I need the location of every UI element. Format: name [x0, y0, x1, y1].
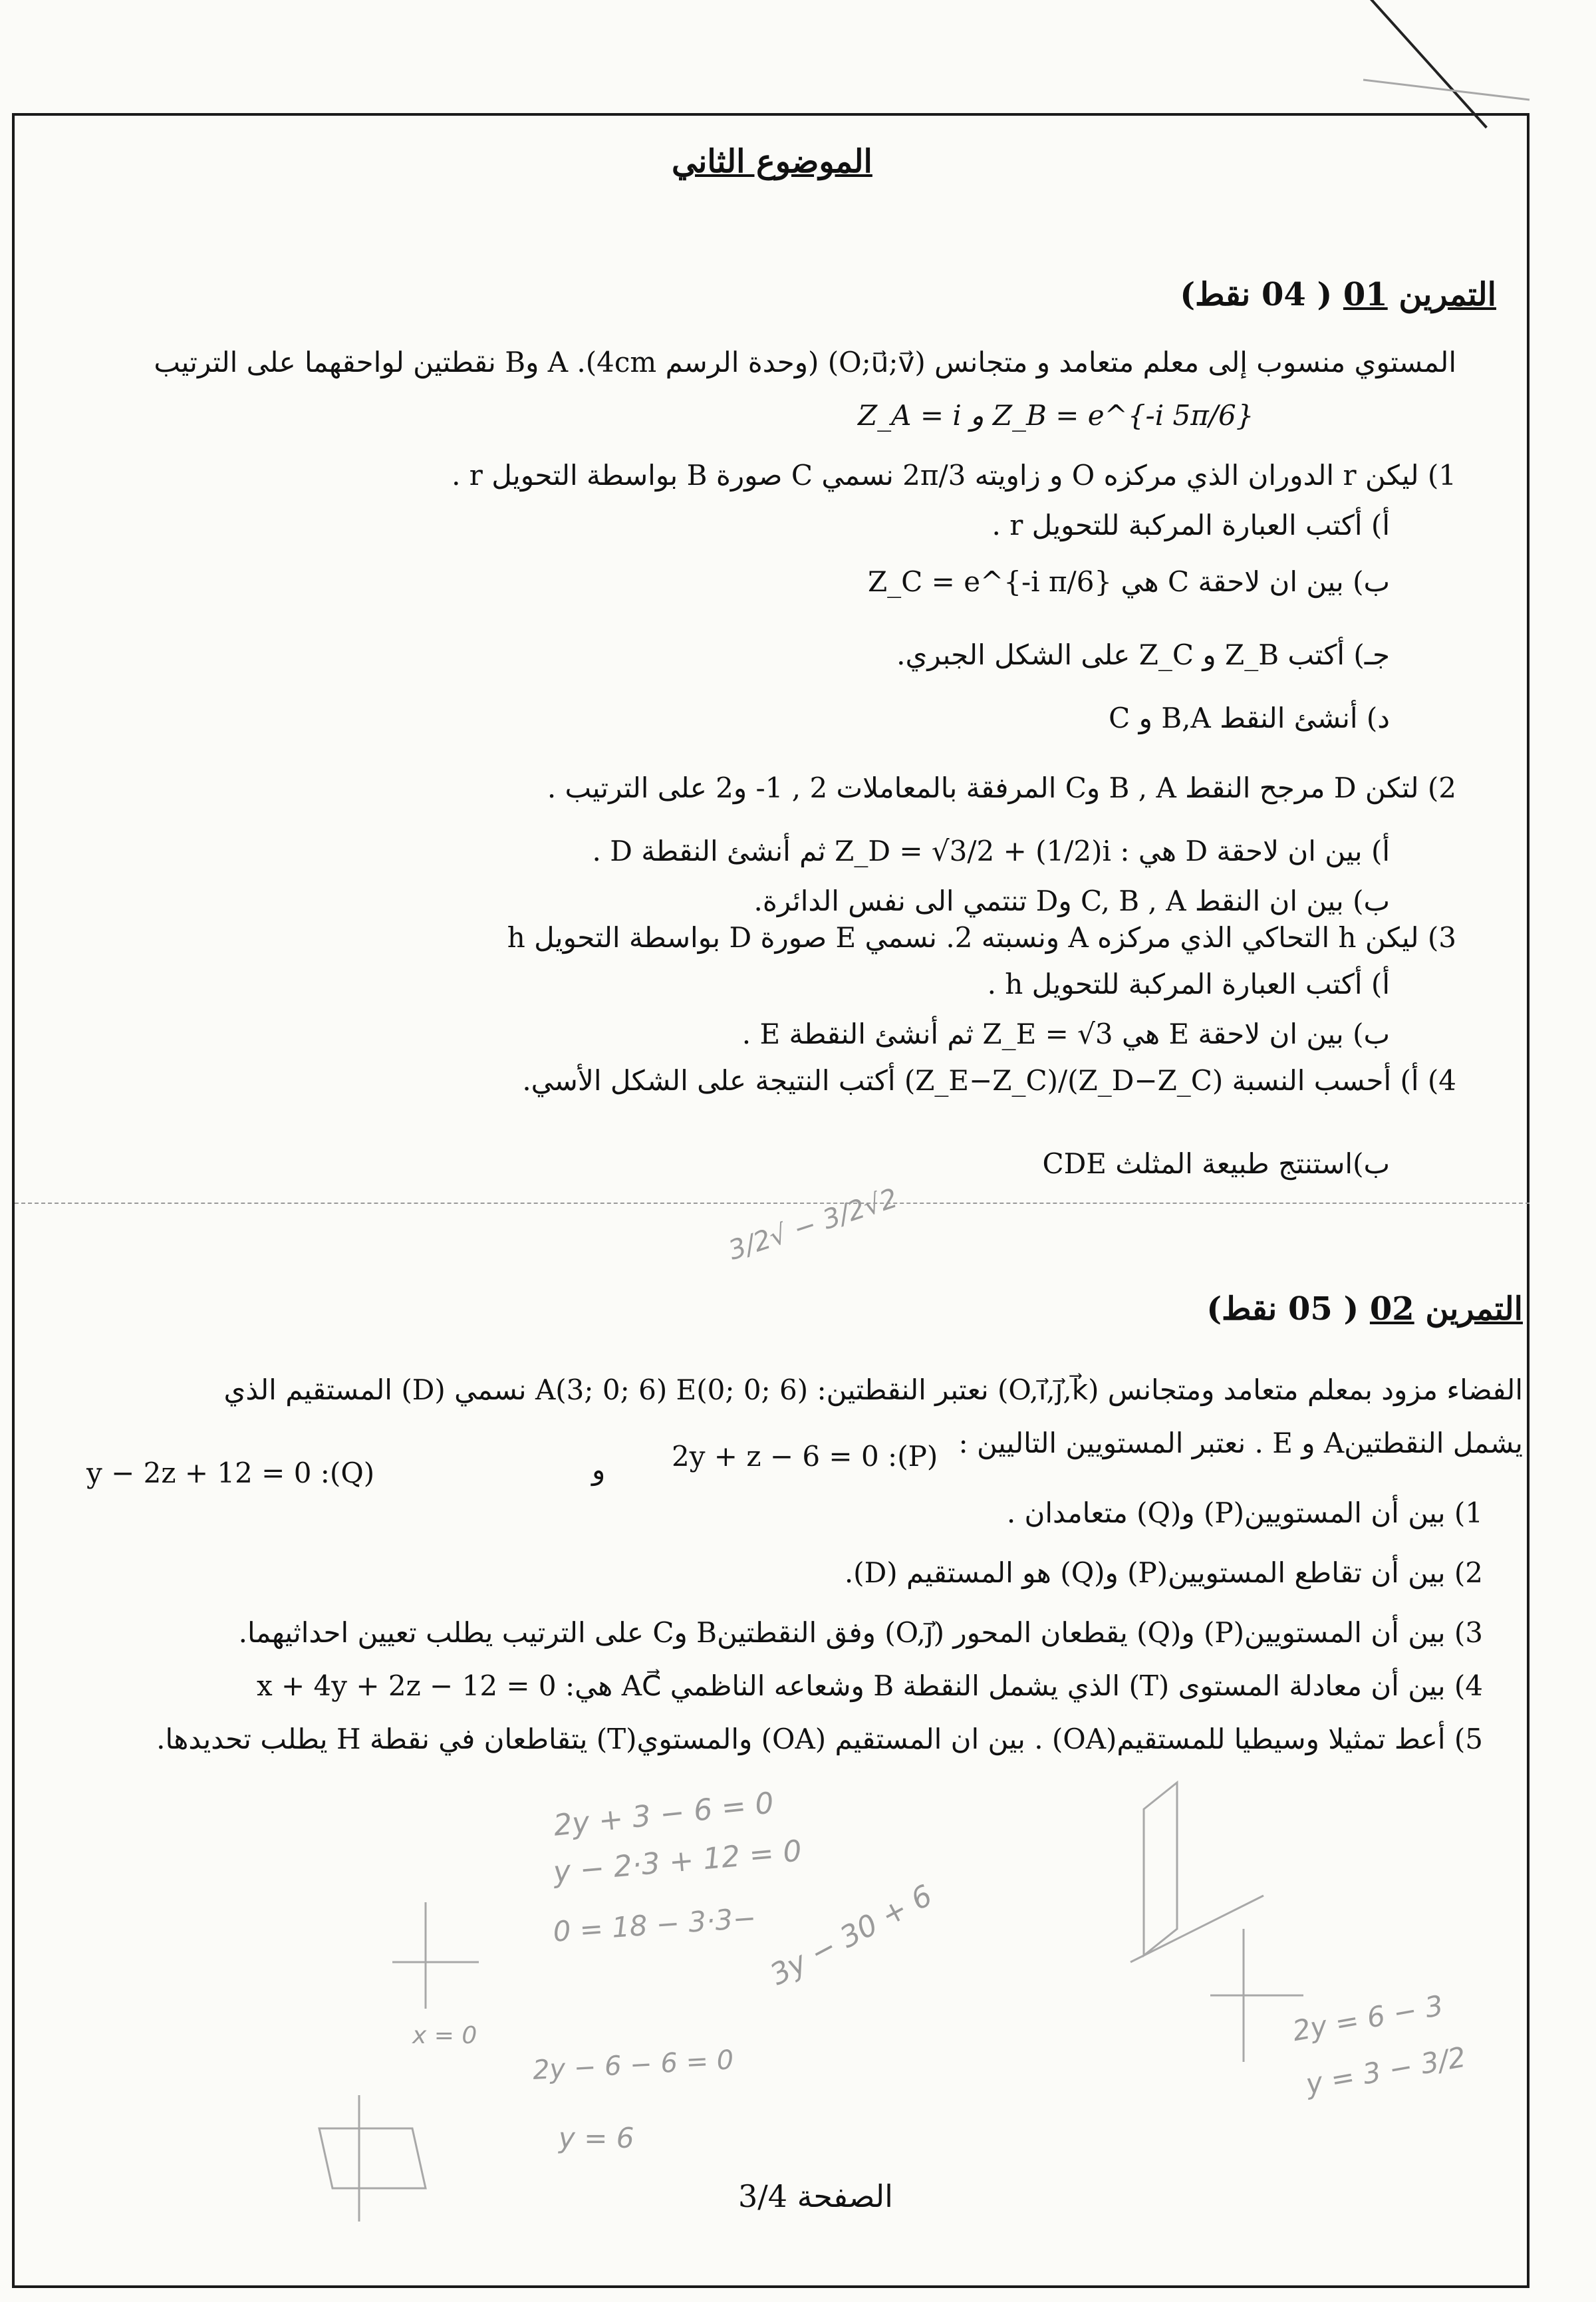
exercise-2-number: 02	[1369, 1290, 1414, 1328]
exercise-1-points: ( 04 نقط)	[1180, 276, 1333, 313]
ex1-question-1b: ب) بين ان لاحقة C هي Z_C = e^{-i π/6}	[867, 565, 1390, 598]
handwritten-note-5: 3y − 30 + 6	[765, 1878, 938, 1993]
ex1-question-1c: جـ) أكتب Z_B و Z_C على الشكل الجبري.	[896, 639, 1390, 671]
ex2-question-3: 3) بين أن المستويين(P) و(Q) يقطعان المحور (O,j⃗) وفق النقطتينB وC على الترتيب يطلب تعيين احداثيهما.	[238, 1616, 1483, 1649]
ex1-question-3a: أ) أكتب العبارة المركبة للتحويل h .	[987, 968, 1390, 1000]
ex2-question-5: 5) أعط تمثيلا وسيطيا للمستقيم(OA) . بين ان المستقيم (OA) والمستوي(T) يتقاطعان في نقطة H يطلب تحديدها.	[156, 1723, 1483, 1755]
page-number: الصفحة 3/4	[738, 2178, 893, 2214]
page-title: الموضوع الثاني	[672, 143, 872, 180]
ex1-question-2: 2) لتكن D مرجح النقط B , A وC المرفقة بالمعاملات 2 , 1- و2 على الترتيب .	[547, 772, 1456, 804]
exercise-1-heading	[1180, 276, 1496, 315]
ex2-intro-line1: الفضاء مزود بمعلم متعامد ومتجانس (O,i⃗,j⃗,k⃗) نعتبر النقطتين: A(3; 0; 6) E(0; 0; 6) نسمي (D) المستقيم الذي	[223, 1373, 1523, 1406]
ex1-question-1d: د) أنشئ النقط B,A و C	[1109, 702, 1390, 734]
ex1-intro-line2: Z_B = e^{-i 5π/6} و Z_A = i	[858, 399, 1254, 432]
handwritten-note-2: 2y + 3 − 6 = 0	[552, 1786, 776, 1843]
exercise-2-points: ( 05 نقط)	[1206, 1290, 1359, 1328]
ex1-question-2b: ب) بين ان النقط C, B , A وD تنتمي الى نفس الدائرة.	[753, 885, 1390, 917]
handwritten-note-7: y = 6	[559, 2122, 634, 2154]
ex2-question-1: 1) بين أن المستويين(P) و(Q) متعامدان .	[1006, 1497, 1483, 1529]
ex2-plane-p: (P): 2y + z − 6 = 0	[672, 1440, 938, 1473]
handwritten-note-8: x = 0	[412, 2022, 477, 2049]
ex1-question-2a: أ) بين ان لاحقة D هي : Z_D = √3/2 + (1/2)i ثم أنشئ النقطة D .	[592, 835, 1390, 867]
ex2-plane-connector: و	[592, 1453, 606, 1486]
handwritten-note-4: −3·3 − 18 = 0	[552, 1901, 757, 1948]
ex1-question-1a: أ) أكتب العبارة المركبة للتحويل r .	[992, 509, 1390, 541]
ex1-question-4: 4) أ) أحسب النسبة (Z_D−Z_C)/(Z_E−Z_C) أكتب النتيجة على الشكل الأسي.	[522, 1064, 1456, 1097]
section-divider	[15, 1203, 1530, 1204]
exercise-1-label: التمرين	[1398, 276, 1496, 313]
exercise-1-number: 01	[1343, 276, 1388, 313]
handwritten-note-1: 2√3/2 − √3/2	[725, 1183, 902, 1266]
folded-corner	[1370, 0, 1488, 128]
ex1-question-3b: ب) بين ان لاحقة E هي Z_E = √3 ثم أنشئ النقطة E .	[741, 1018, 1390, 1050]
ex1-intro-line1: المستوي منسوب إلى معلم متعامد و متجانس (O;u⃗;v⃗) (وحدة الرسم 4cm). A وB نقطتين لواحقهما على الترتيب	[154, 346, 1456, 378]
ex2-intro-line2: يشمل النقطتينA و E . نعتبر المستويين التاليين :	[958, 1427, 1523, 1459]
exercise-2-label: التمرين	[1425, 1290, 1523, 1328]
handwritten-note-10: y = 3 − 3/2	[1303, 2040, 1468, 2101]
handwritten-note-9: 2y = 6 − 3	[1290, 1989, 1446, 2048]
ex1-question-4b: ب)استنتج طبيعة المثلث CDE	[1042, 1147, 1390, 1180]
exercise-2-heading	[1206, 1290, 1523, 1329]
handwritten-note-6: 2y − 6 − 6 = 0	[532, 2045, 735, 2086]
ex2-question-2: 2) بين أن تقاطع المستويين(P) و(Q) هو المستقيم (D).	[844, 1556, 1483, 1589]
ex2-question-4: 4) بين أن معادلة المستوى (T) الذي يشمل النقطة B وشعاعه الناظمي AC⃗ هي: x + 4y + 2z − 12 = 0	[256, 1669, 1483, 1702]
ex1-question-3: 3) ليكن h التحاكي الذي مركزه A ونسبته 2. نسمي E صورة D بواسطة التحويل h	[507, 921, 1456, 954]
ex1-question-1: 1) ليكن r الدوران الذي مركزه O و زاويته 2π/3 نسمي C صورة B بواسطة التحويل r .	[452, 459, 1456, 492]
handwritten-note-3: y − 2·3 + 12 = 0	[552, 1834, 803, 1890]
ex2-plane-q: (Q): y − 2z + 12 = 0	[86, 1457, 375, 1489]
